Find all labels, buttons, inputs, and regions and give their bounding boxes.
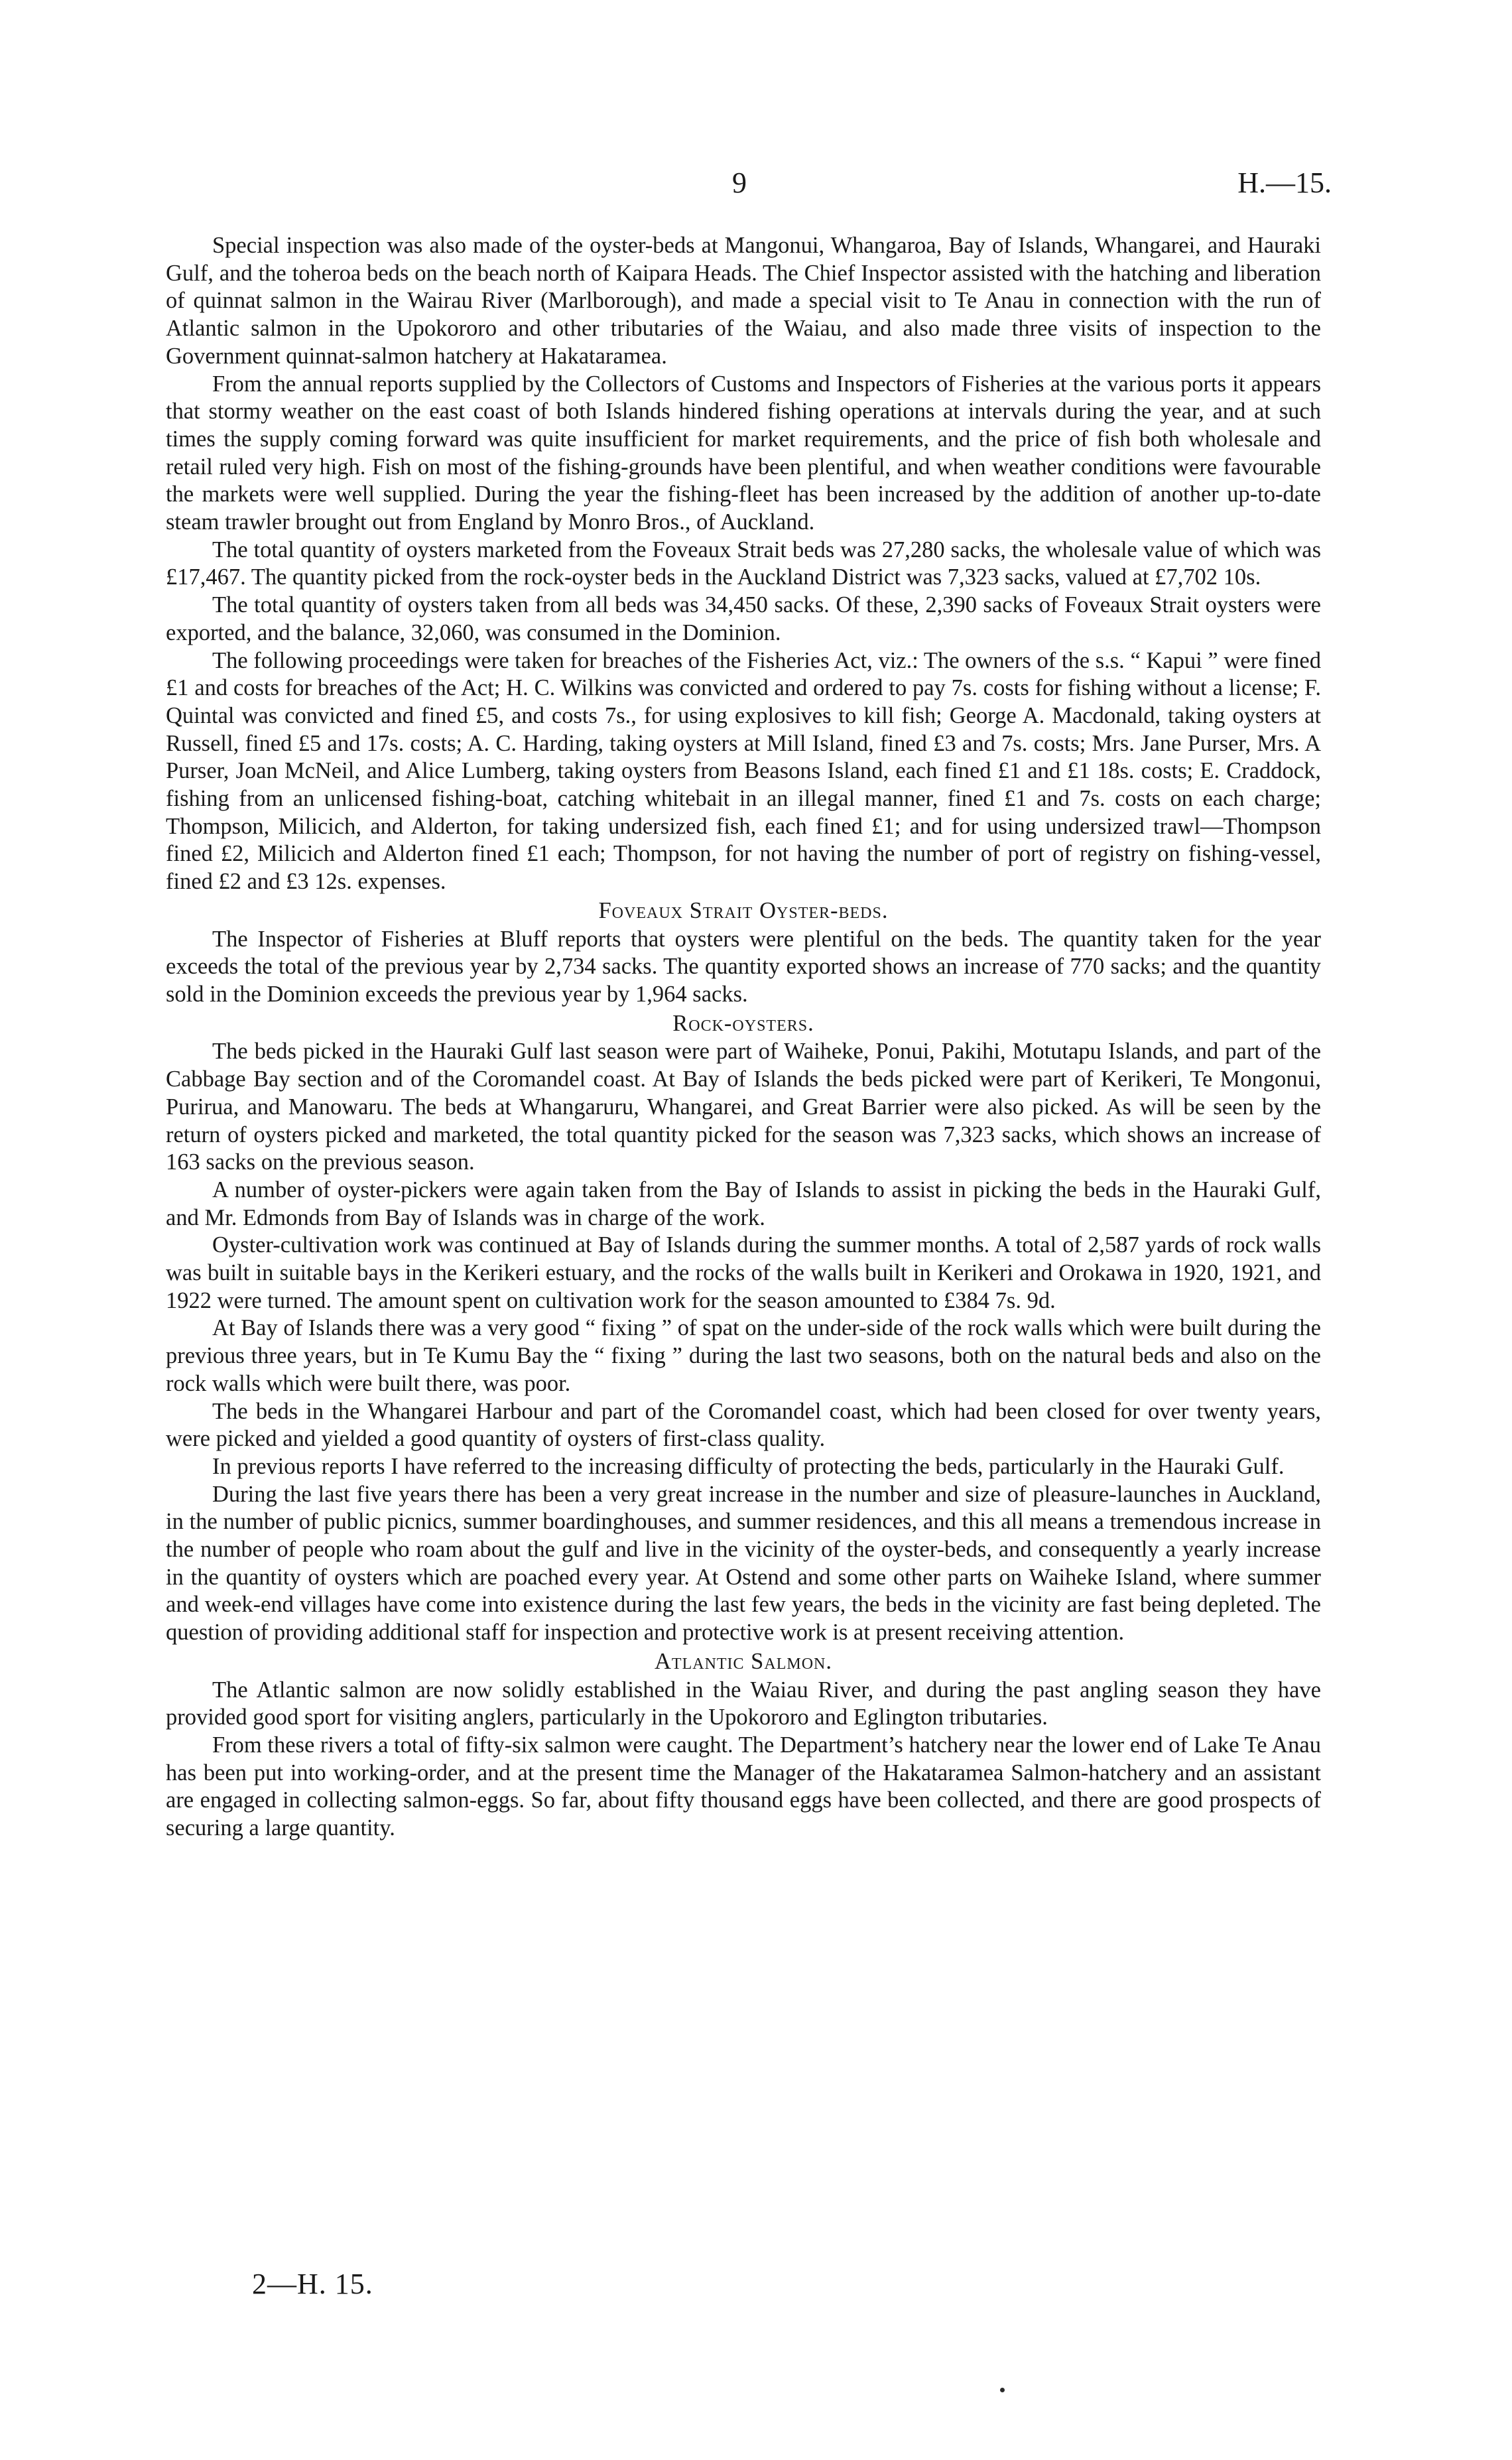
paragraph: The Inspector of Fisheries at Bluff reports that oysters were plentiful on the beds. The quantity taken for the year exceeds the total of the previous year by 2,734 sacks. The quantity exported shows an increase of 770 sacks; and the quantity sold in the Dominion exceeds the previous year by 1,964 sacks. (166, 926, 1321, 1007)
document-reference: H.—15. (1237, 166, 1332, 199)
footer-signature-reference: 2—H. 15. (252, 2268, 373, 2300)
document-body (166, 232, 1321, 1843)
paragraph: From the annual reports supplied by the Collectors of Customs and Inspectors of Fisheries at the various ports it appears that stormy weather on the east coast of both Islands hindered fishing operations at intervals during the year, and at such times the supply coming forward was quite insufficient for market requirements, and the price of fish both wholesale and retail ruled very high. Fish on most of the fishing-grounds have been plentiful, and when weather conditions were favourable the markets were well supplied. During the year the fishing-fleet has been increased by the addition of another up-to-date steam trawler brought out from England by Monro Bros., of Auckland. (166, 371, 1321, 535)
paragraph: The following proceedings were taken for breaches of the Fisheries Act, viz.: The owners of the s.s. “ Kapui ” were fined £1 and costs for breaches of the Act; H. C. Wilkins was convicted and ordered to pay 7s. costs for fishing without a license; F. Quintal was convicted and fined £5, and costs 7s., for using explosives to kill fish; George A. Macdonald, taking oysters at Russell, fined £5 and 17s. costs; A. C. Harding, taking oysters at Mill Island, fined £3 and 7s. costs; Mrs. Jane Purser, Mrs. A Purser, Joan McNeil, and Alice Lumberg, taking oysters from Beasons Island, each fined £1 and £1 18s. costs; E. Craddock, fishing from an unlicensed fishing-boat, catching whitebait in an illegal manner, fined £1 and 7s. costs on each charge; Thompson, Milicich, and Alderton, for taking undersized fish, each fined £1; and for using undersized trawl—Thompson fined £2, Milicich and Alderton fined £1 each; Thompson, for not having the number of port of registry on fishing-vessel, fined £2 and £3 12s. expenses. (166, 647, 1321, 895)
section-heading-rock-oysters: Rock-oysters. (672, 1010, 814, 1036)
paragraph: The beds picked in the Hauraki Gulf last season were part of Waiheke, Ponui, Pakihi, Motutapu Islands, and part of the Cabbage Bay section and of the Coromandel coast. At Bay of Islands the beds picked were part of Kerikeri, Te Mongonui, Purirua, and Manowaru. The beds at Whangaruru, Whangarei, and Great Barrier were also picked. As will be seen by the return of oysters picked and marketed, the total quantity picked for the season was 7,323 sacks, which shows an increase of 163 sacks on the previous season. (166, 1039, 1321, 1175)
paragraph: Oyster-cultivation work was continued at Bay of Islands during the summer months. A total of 2,587 yards of rock walls was built in suitable bays in the Kerikeri estuary, and the rocks of the walls built in Kerikeri and Orokawa in 1920, 1921, and 1922 were turned. The amount spent on cultivation work for the season amounted to £384 7s. 9d. (166, 1232, 1321, 1313)
paragraph: At Bay of Islands there was a very good “ fixing ” of spat on the under-side of the rock walls which were built during the previous three years, but in Te Kumu Bay the “ fixing ” during the last two seasons, both on the natural beds and also on the rock walls which were built there, was poor. (166, 1315, 1321, 1396)
page-number: 9 (732, 166, 747, 199)
section-heading-foveaux: Foveaux Strait Oyster-beds. (598, 897, 889, 923)
paragraph: The total quantity of oysters taken from all beds was 34,450 sacks. Of these, 2,390 sacks of Foveaux Strait oysters were exported, and the balance, 32,060, was consumed in the Dominion. (166, 592, 1321, 645)
paragraph: During the last five years there has been a very great increase in the number and size of pleasure-launches in Auckland, in the number of public picnics, summer boardinghouses, and summer residences, and this all means a tremendous increase in the number of people who roam about the gulf and live in the vicinity of the oyster-beds, and consequently a yearly increase in the quantity of oysters which are poached every year. At Ostend and some other parts on Waiheke Island, where summer and week-end villages have come into existence during the last few years, the beds in the vicinity are fast being depleted. The question of providing additional staff for inspection and protective work is at present receiving attention. (166, 1481, 1321, 1646)
paragraph: The total quantity of oysters marketed from the Foveaux Strait beds was 27,280 sacks, the wholesale value of which was £17,467. The quantity picked from the rock-oyster beds in the Auckland District was 7,323 sacks, valued at £7,702 10s. (166, 537, 1321, 590)
paragraph: Special inspection was also made of the oyster-beds at Mangonui, Whangaroa, Bay of Islands, Whangarei, and Hauraki Gulf, and the toheroa beds on the beach north of Kaipara Heads. The Chief Inspector assisted with the hatching and liberation of quinnat salmon in the Wairau River (Marlborough), and made a special visit to Te Anau in connection with the run of Atlantic salmon in the Upokororo and other tributaries of the Waiau, and also made three visits of inspection to the Government quinnat-salmon hatchery at Hakataramea. (166, 233, 1321, 369)
paragraph: A number of oyster-pickers were again taken from the Bay of Islands to assist in picking the beds in the Hauraki Gulf, and Mr. Edmonds from Bay of Islands was in charge of the work. (166, 1177, 1321, 1230)
paragraph: From these rivers a total of fifty-six salmon were caught. The Department’s hatchery near the lower end of Lake Te Anau has been put into working-order, and at the present time the Manager of the Hakataramea Salmon-hatchery and an assistant are engaged in collecting salmon-eggs. So far, about fifty thousand eggs have been collected, and there are good prospects of securing a large quantity. (166, 1732, 1321, 1841)
stray-ink-dot (1000, 2388, 1005, 2392)
section-heading-atlantic-salmon: Atlantic Salmon. (655, 1648, 832, 1674)
paragraph: The beds in the Whangarei Harbour and part of the Coromandel coast, which had been closed for over twenty years, were picked and yielded a good quantity of oysters of first-class quality. (166, 1398, 1321, 1452)
paragraph: The Atlantic salmon are now solidly established in the Waiau River, and during the past angling season they have provided good sport for visiting anglers, particularly in the Upokororo and Eglington tributaries. (166, 1677, 1321, 1730)
paragraph: In previous reports I have referred to the increasing difficulty of protecting the beds, particularly in the Hauraki Gulf. (212, 1453, 1285, 1479)
